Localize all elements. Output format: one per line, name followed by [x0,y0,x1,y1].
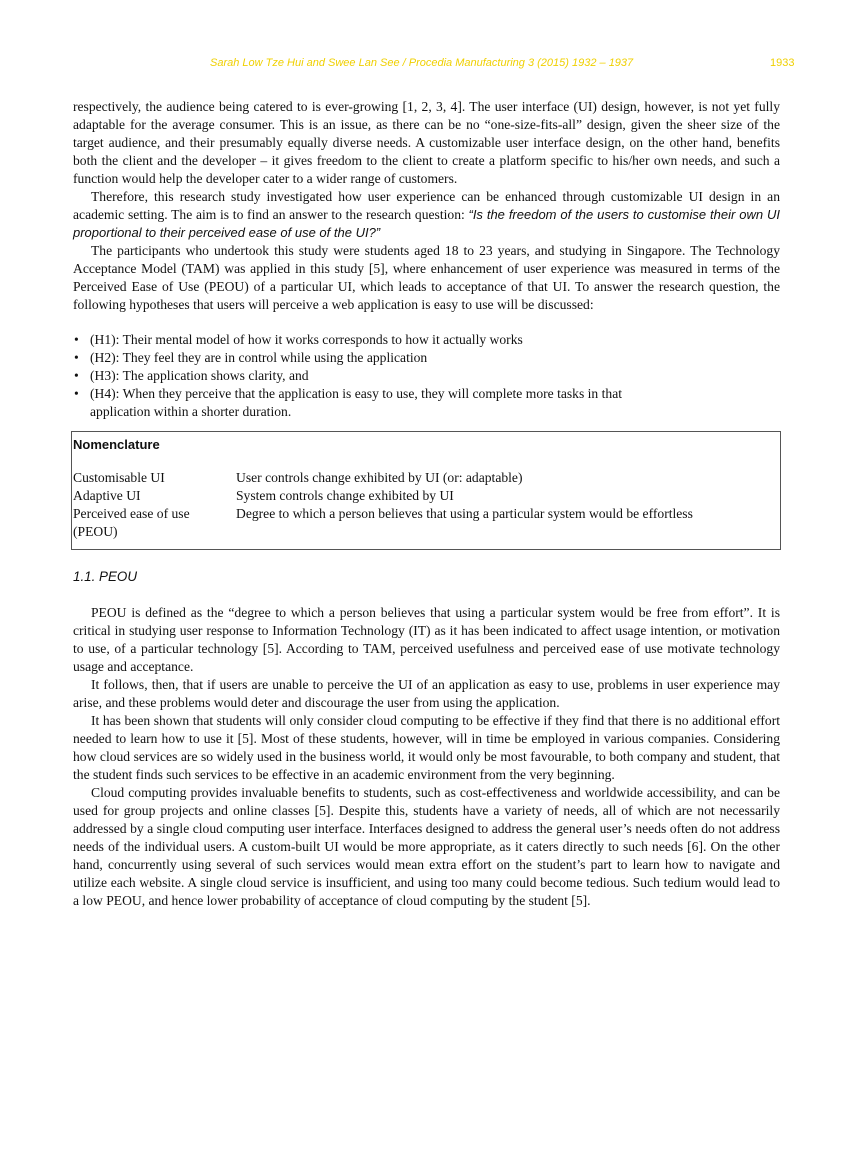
section-paragraph: PEOU is defined as the “degree to which a person believes that using a particular system would be free from effort”. It is critical in studying user response to Information Technology (IT) as it has been indicated to affect usage intention, or motivation to use, of a particular technology [5]. According to TAM, perceived usefulness and perceived ease of use motivate technology usage and acceptance. [73,605,780,674]
intro-paragraph-2 [73,188,780,242]
hypothesis-item: • (H4): When they perceive that the application is easy to use, they will complete more tasks in that application within a shorter duration. [73,385,780,421]
nomenclature-title: Nomenclature [73,437,160,452]
nomenclature-term: Adaptive UI [73,488,141,503]
nomenclature-row [73,469,780,487]
section-paragraph: Cloud computing provides invaluable benefits to students, such as cost-effectiveness and worldwide accessibility, and can be used for group projects and online classes [5]. Despite this, students have a variety of needs, all of which are not necessarily addressed by a single cloud computing user interface. Interfaces designed to address the general user’s needs often do not address needs of the individual users. A custom-built UI would be more appropriate, as it caters directly to such needs [6]. On the other hand, concurrently using several of such services would mean extra effort on the student’s part to learn how to navigate and utilize each website. A single cloud service is insufficient, and using too many could become tedious. Such tedium would lead to a low PEOU, and hence lower probability of acceptance of cloud computing by the student [5]. [73,785,780,908]
hypotheses-list [73,331,780,421]
intro-paragraph-3: The participants who undertook this study were students aged 18 to 23 years, and studying in Singapore. The Technology Acceptance Model (TAM) was applied in this study [5], where enhancement of user experience was measured in terms of the Perceived Ease of Use (PEOU) of a particular UI, which leads to acceptance of that UI. To answer the research question, the following hypotheses that users will perceive a web application is easy to use will be discussed: [73,243,780,312]
hypothesis-item: • (H3): The application shows clarity, and [73,367,780,385]
running-head [0,57,846,73]
nomenclature-box [71,431,781,550]
running-head-citation: Sarah Low Tze Hui and Swee Lan See / Procedia Manufacturing 3 (2015) 1932 – 1937 [210,57,634,69]
nomenclature-term: Perceived ease of use (PEOU) [73,506,190,539]
research-question: “Is the freedom of the users to customise their own UI proportional to their perceived ease of use of the UI?” [73,207,781,240]
intro-paragraph-1: respectively, the audience being catered to is ever-growing [1, 2, 3, 4]. The user interface (UI) design, however, is not yet fully adaptable for the average consumer. This is an issue, as there can be no “one-size-fits-all” design, given the sheer size of the target audience, and their presumably equally diverse needs. A customizable user interface design, on the other hand, benefits both the client and the developer – it gives freedom to the client to create a platform specific to his/her own needs, and such a function would help the developer cater to a wider range of customers. [73,99,780,186]
nomenclature-definition: System controls change exhibited by UI [236,488,454,503]
page-number: 1933 [770,57,795,69]
nomenclature-definition: Degree to which a person believes that using a particular system would be effortless [236,506,693,521]
nomenclature-definition: User controls change exhibited by UI (or: adaptable) [236,470,523,485]
section-heading: 1.1. PEOU [73,569,138,584]
hypothesis-item: • (H1): Their mental model of how it works corresponds to how it actually works [73,331,780,349]
section-paragraph: It follows, then, that if users are unable to perceive the UI of an application as easy to use, problems in user experience may arise, and these problems would deter and discourage the user from using the application. [73,677,780,710]
nomenclature-row [73,505,780,541]
section-paragraph: It has been shown that students will only consider cloud computing to be effective if they find that there is no additional effort needed to learn how to use it [5]. Most of these students, however, will in time be employed in various companies. Considering how cloud services are so widely used in the business world, it would only be most favourable, to both company and student, that the student finds such services to be effective in an academic environment from the very beginning. [73,713,780,782]
nomenclature-term: Customisable UI [73,470,165,485]
article-body [73,98,780,910]
intro-paragraph-2-text: Therefore, this research study investigated how user experience can be enhanced through customizable UI design in an academic setting. The aim is to find an answer to the research question: [73,189,780,222]
hypothesis-item: • (H2): They feel they are in control while using the application [73,349,780,367]
nomenclature-row [73,487,780,505]
